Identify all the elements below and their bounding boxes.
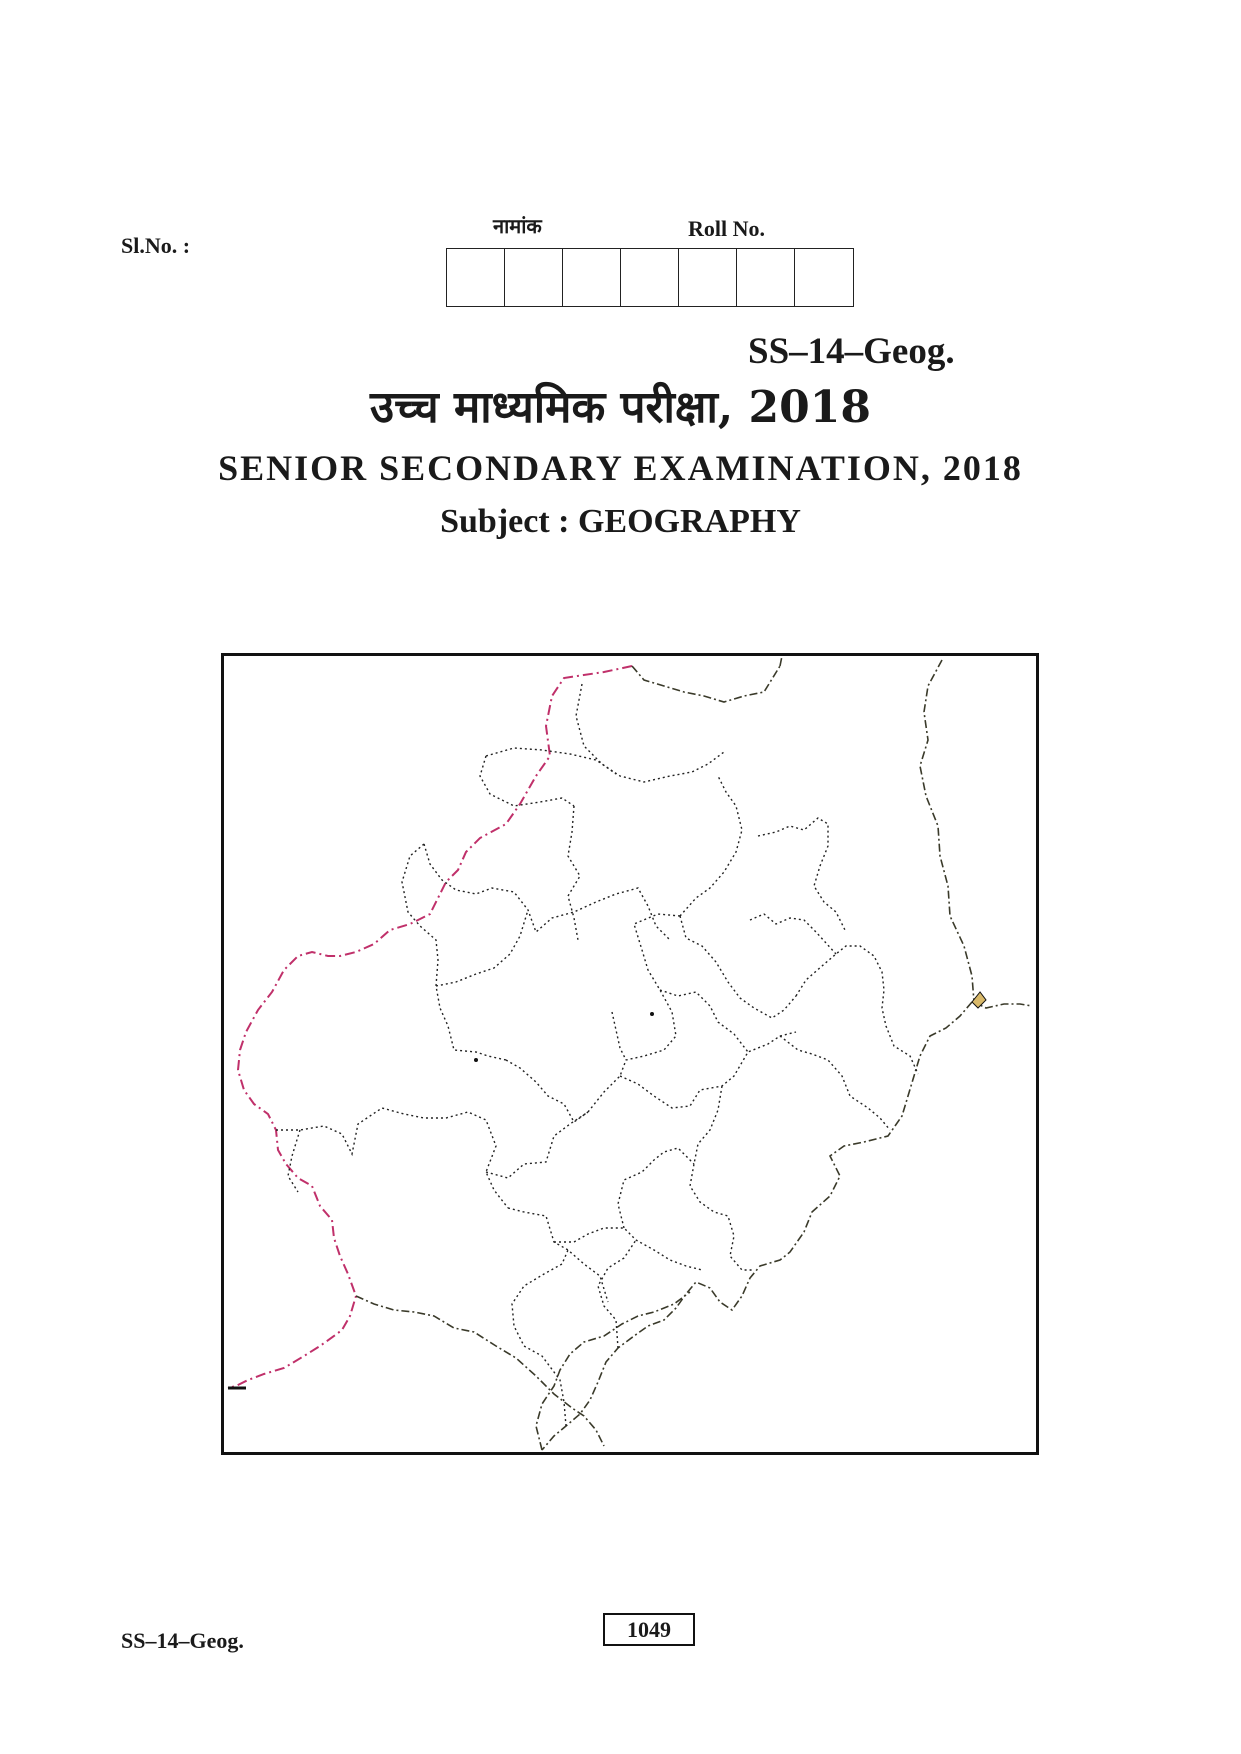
roll-digit-box[interactable] <box>447 249 505 306</box>
roll-number-boxes <box>446 248 854 307</box>
map-marker <box>650 1012 654 1016</box>
international-border <box>228 666 632 1388</box>
roll-digit-box[interactable] <box>505 249 563 306</box>
roll-number-label-hindi: नामांक <box>493 214 542 238</box>
exam-title: SENIOR SECONDARY EXAMINATION, 2018 <box>218 448 1023 488</box>
state-border-north <box>632 656 782 702</box>
state-border-south-west <box>356 1296 604 1446</box>
roll-digit-box[interactable] <box>795 249 853 306</box>
roll-digit-box[interactable] <box>621 249 679 306</box>
page-number: 1049 <box>603 1613 695 1646</box>
roll-digit-box[interactable] <box>563 249 621 306</box>
exam-title-hindi: उच्च माध्यमिक परीक्षा, 2018 <box>370 382 871 433</box>
state-border-east <box>542 660 1032 1450</box>
footer-paper-code: SS–14–Geog. <box>121 1628 244 1653</box>
district-boundaries <box>276 684 918 1426</box>
serial-number-label: Sl.No. : <box>121 233 191 258</box>
map-frame <box>221 653 1039 1455</box>
paper-code: SS–14–Geog. <box>748 331 955 372</box>
subject-title: Subject : GEOGRAPHY <box>440 503 801 540</box>
map-marker <box>474 1058 478 1062</box>
roll-digit-box[interactable] <box>737 249 795 306</box>
roll-digit-box[interactable] <box>679 249 737 306</box>
roll-number-label: Roll No. <box>688 216 765 241</box>
state-border-south-mid <box>536 1292 690 1450</box>
rajasthan-outline-map <box>224 656 1036 1452</box>
